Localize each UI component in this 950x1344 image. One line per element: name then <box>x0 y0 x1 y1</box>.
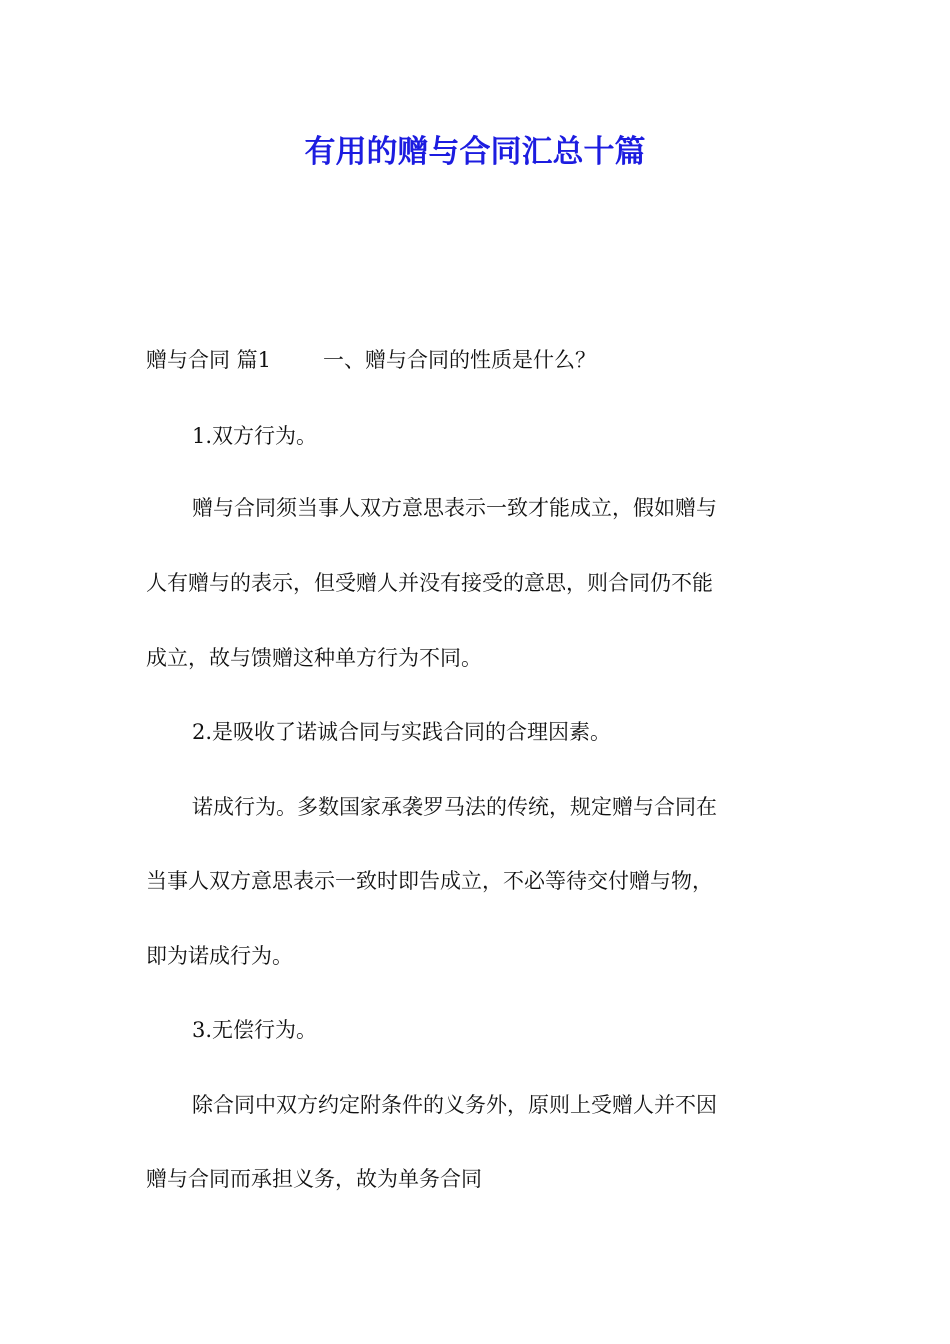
paragraph-line: 2.是吸收了诺诚合同与实践合同的合理因素。 <box>192 720 612 744</box>
section-heading: 赠与合同 篇1 <box>146 348 272 372</box>
document-title: 有用的赠与合同汇总十篇 <box>304 134 646 170</box>
paragraph-line: 即为诺成行为。 <box>146 944 293 968</box>
paragraph-line: 除合同中双方约定附条件的义务外，原则上受赠人并不因 <box>192 1093 717 1117</box>
paragraph-line: 赠与合同而承担义务，故为单务合同 <box>146 1167 482 1191</box>
section-question: 一、赠与合同的性质是什么？ <box>323 348 597 372</box>
paragraph-line: 当事人双方意思表示一致时即告成立，不必等待交付赠与物， <box>146 869 713 893</box>
paragraph-line: 赠与合同须当事人双方意思表示一致才能成立，假如赠与 <box>192 496 717 520</box>
paragraph-line: 成立，故与馈赠这种单方行为不同。 <box>146 646 482 670</box>
paragraph-line: 诺成行为。多数国家承袭罗马法的传统，规定赠与合同在 <box>192 795 717 819</box>
paragraph-line: 人有赠与的表示，但受赠人并没有接受的意思，则合同仍不能 <box>146 571 713 595</box>
section-heading-line <box>146 345 596 375</box>
paragraph-line: 1.双方行为。 <box>192 424 318 448</box>
paragraph-line: 3.无偿行为。 <box>192 1018 318 1042</box>
